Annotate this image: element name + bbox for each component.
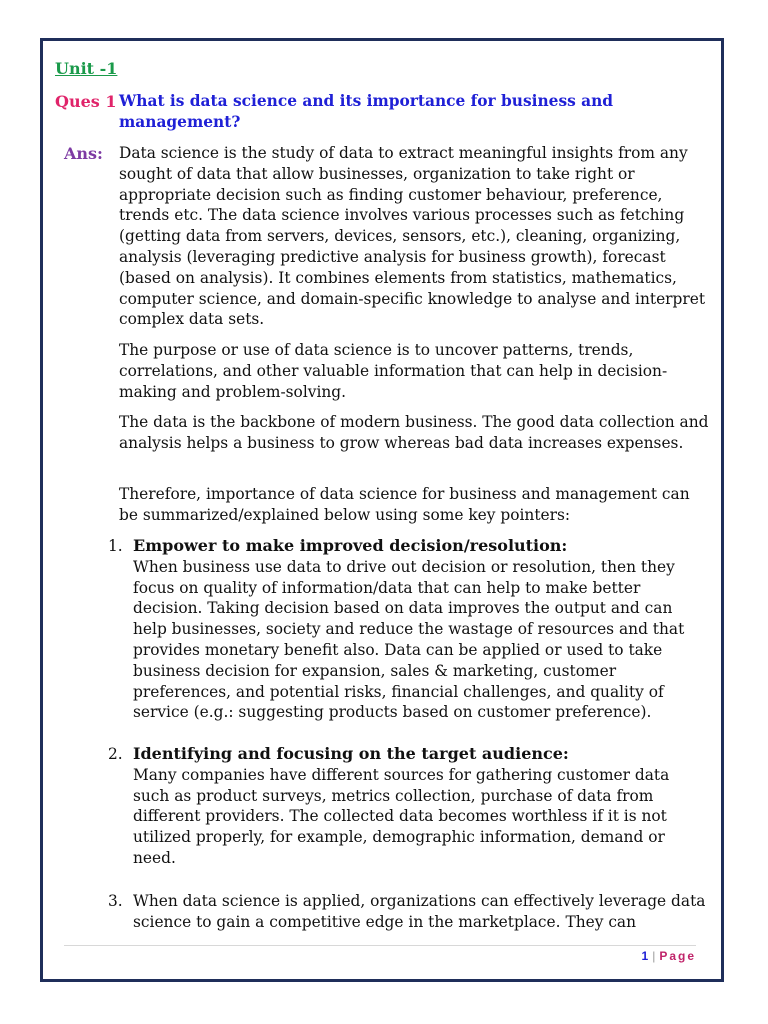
- answer-paragraph-4: Therefore, importance of data science for business and management can be summarized/explained below using some key pointers:: [119, 485, 690, 524]
- list-item-number: 1.: [108, 537, 123, 555]
- list-item-heading: Identifying and focusing on the target audience:: [133, 744, 569, 763]
- page-number: 1: [641, 949, 649, 963]
- answer-paragraph-3: The data is the backbone of modern business. The good data collection and analysis helps a business to grow whereas bad data increases expenses.: [119, 413, 709, 452]
- list-item-body: [133, 891, 708, 933]
- page-word: Page: [659, 949, 696, 963]
- list-item-number: 3.: [108, 892, 123, 910]
- page-footer: [642, 948, 697, 964]
- list-item-body: [133, 536, 708, 723]
- list-item-text: When data science is applied, organizations can effectively leverage data science to gain a competitive edge in the marketplace. They can: [133, 892, 706, 931]
- list-item-heading: Empower to make improved decision/resolution:: [133, 536, 568, 555]
- footer-separator: |: [652, 949, 656, 963]
- list-item-body: [133, 744, 708, 869]
- answer-label: Ans:: [64, 144, 103, 163]
- list-item-text: When business use data to drive out decision or resolution, then they focus on quality of information/data that can help to make better decision. Taking decision based on data improves the output and can help businesses, society and reduce the wastage of resources and that provides monetary benefit also. Data can be applied or used to take business decision for expansion, sales & marketing, customer preferences, and potential risks, financial challenges, and quality of service (e.g.: suggesting products based on customer preference).: [133, 557, 685, 722]
- answer-paragraph-2: The purpose or use of data science is to uncover patterns, trends, correlations, and other valuable information that can help in decision-making and problem-solving.: [119, 341, 668, 401]
- answer-paragraph-1: Data science is the study of data to extract meaningful insights from any sought of data that allow businesses, organization to take right or appropriate decision such as finding customer behaviour, preference, trends etc. The data science involves various processes such as fetching (getting data from servers, devices, sensors, etc.), cleaning, organizing, analysis (leveraging predictive analysis for business growth), forecast (based on analysis). It combines elements from statistics, mathematics, computer science, and domain-specific knowledge to analyse and interpret complex data sets.: [119, 144, 706, 329]
- list-item-text: Many companies have different sources for gathering customer data such as product surveys, metrics collection, purchase of data from different providers. The collected data becomes worthless if it is not utilized properly, for example, demographic information, demand or need.: [133, 765, 670, 867]
- question-label: Ques 1: [55, 92, 117, 111]
- list-item-number: 2.: [108, 745, 123, 763]
- question-text: What is data science and its importance for business and management?: [119, 92, 614, 131]
- unit-title: Unit -1: [55, 59, 118, 78]
- footer-divider: [64, 945, 696, 946]
